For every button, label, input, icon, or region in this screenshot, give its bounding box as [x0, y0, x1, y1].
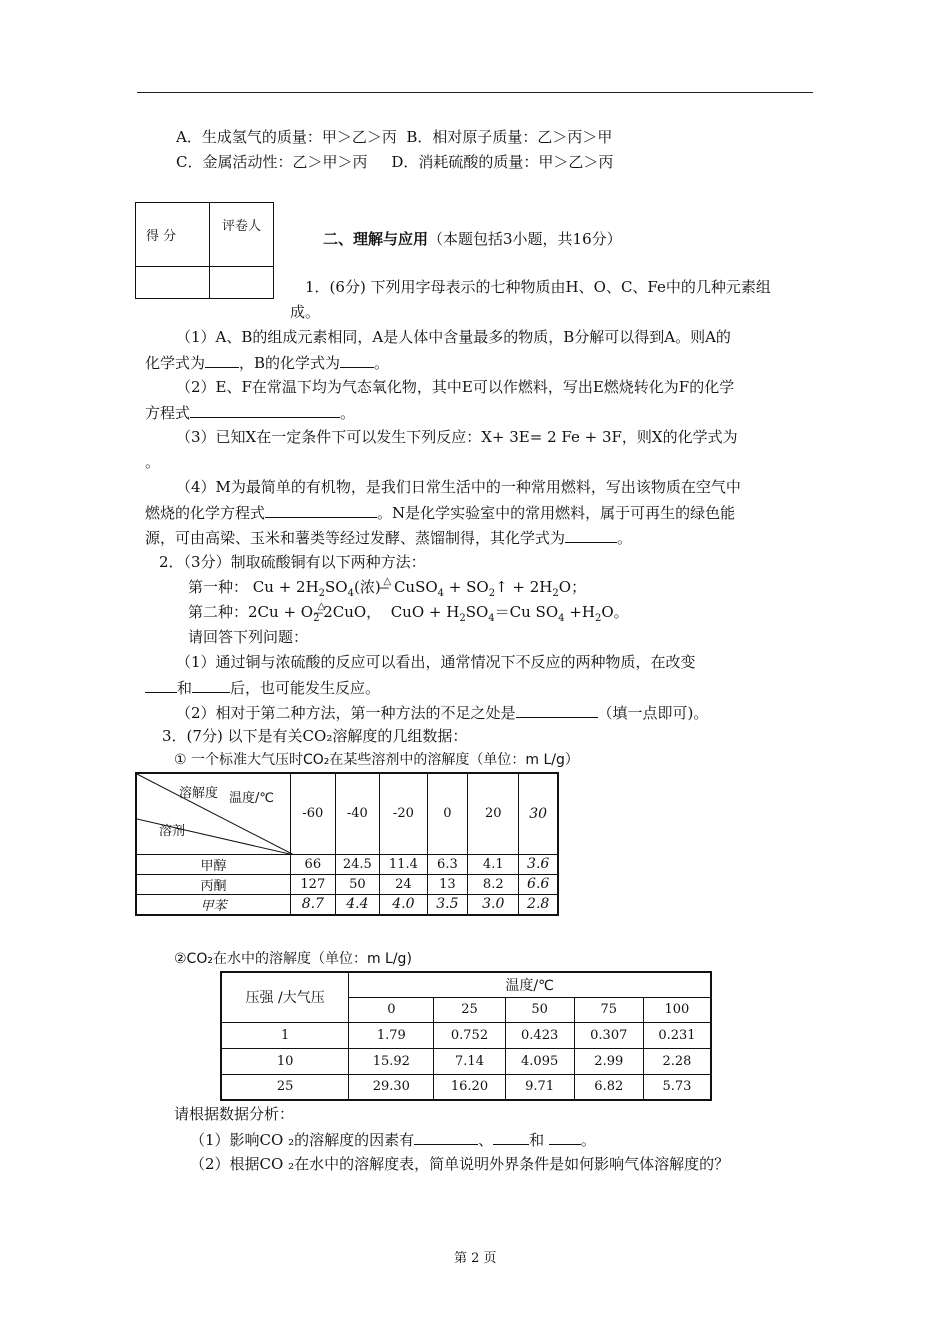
table-cell: 29.30	[349, 1074, 434, 1100]
grader-label: 评卷人	[210, 203, 274, 267]
q3-intro: 3．(7分) 以下是有关CO₂溶解度的几组数据：	[162, 727, 468, 745]
q1-part4-line2: 燃烧的化学方程式 。N是化学实验室中的常用燃料，属于可再生的绿色能	[145, 504, 736, 522]
option-c: C．金属活动性：乙＞甲＞丙	[176, 153, 368, 171]
table1-temp: -20	[380, 773, 428, 854]
pressure-value: 10	[221, 1048, 349, 1074]
table-cell: 3.0	[468, 894, 519, 915]
solvent-name: 丙酮	[136, 874, 291, 894]
answer-blank[interactable]	[565, 527, 617, 543]
q2-intro: 2．（3分）制取硫酸铜有以下两种方法：	[159, 553, 426, 571]
table-cell: 15.92	[349, 1048, 434, 1074]
table-cell: 2.8	[519, 894, 558, 915]
q1-part2-line1: （2）E、F在常温下均为气态氧化物，其中E可以作燃料，写出E燃烧转化为F的化学	[176, 378, 735, 396]
q1-part1-line1: （1）A、B的组成元素相同，A是人体中含量最多的物质，B分解可以得到A。则A的	[176, 328, 731, 346]
answer-blank[interactable]	[192, 677, 230, 693]
solvent-name: 甲苯	[136, 894, 291, 915]
corner-solubility: 溶解度	[179, 786, 219, 801]
q3-analysis-part2: （2）根据CO ₂在水中的溶解度表，简单说明外界条件是如何影响气体溶解度的？	[190, 1155, 730, 1173]
table2-temp: 25	[434, 997, 505, 1022]
score-cell[interactable]	[136, 267, 210, 299]
table1-solvent-solubility	[135, 772, 559, 916]
options-row-1	[176, 127, 612, 147]
pressure-value: 1	[221, 1022, 349, 1048]
q2-part1-line2: 和 后，也可能发生反应。	[145, 677, 380, 698]
table-cell: 13	[427, 874, 468, 894]
table-cell: 2.28	[643, 1048, 711, 1074]
table-cell: 24	[380, 874, 428, 894]
table2-temp: 75	[574, 997, 643, 1022]
table-cell: 8.7	[291, 894, 335, 915]
table-cell: 6.82	[574, 1074, 643, 1100]
table-cell: 5.73	[643, 1074, 711, 1100]
answer-blank[interactable]	[516, 702, 598, 718]
table-row	[221, 1022, 711, 1048]
section-note: （本题包括3小题，共16分）	[428, 230, 622, 248]
heat-triangle-icon: △	[317, 601, 326, 612]
option-b: B．相对原子质量：乙＞丙＞甲	[406, 128, 613, 146]
table-cell: 2.99	[574, 1048, 643, 1074]
table-cell: 3.6	[519, 854, 558, 874]
score-box	[135, 202, 274, 299]
answer-blank[interactable]	[190, 402, 340, 418]
table1-corner-cell	[136, 773, 291, 854]
table2-caption: ②CO₂在水中的溶解度（单位：m L/g)	[174, 951, 412, 967]
q1-part3-line1: （3）已知X在一定条件下可以发生下列反应：X+ 3E= 2 Fe + 3F，则X的化学式为	[176, 428, 738, 446]
table-cell: 8.2	[468, 874, 519, 894]
table-cell: 0.231	[643, 1022, 711, 1048]
table1-temp: 30	[519, 773, 558, 854]
q1-intro-cont: 成。	[290, 303, 321, 321]
table-cell: 127	[291, 874, 335, 894]
q1-intro: 1．(6分) 下列用字母表示的七种物质由H、O、C、Fe中的几种元素组	[305, 278, 771, 296]
table-cell: 24.5	[335, 854, 380, 874]
table-cell: 0.423	[505, 1022, 574, 1048]
heat-triangle-icon: △	[383, 576, 392, 587]
table2-water-solubility	[220, 971, 712, 1101]
table-row	[221, 1074, 711, 1100]
table2-row-header: 压强 /大气压	[221, 972, 349, 1022]
q2-prompt: 请回答下列问题：	[188, 628, 309, 646]
table1-temp: 0	[427, 773, 468, 854]
table2-col-header: 温度/℃	[349, 972, 711, 997]
table2-temp: 50	[505, 997, 574, 1022]
option-d: D．消耗硫酸的质量：甲＞乙＞丙	[391, 153, 614, 171]
q1-part4-line1: （4）M为最简单的有机物，是我们日常生活中的一种常用燃料，写出该物质在空气中	[176, 478, 741, 496]
answer-blank[interactable]	[145, 677, 177, 693]
q1-part1-line2: 化学式为 ，B的化学式为 。	[145, 354, 390, 372]
pressure-value: 25	[221, 1074, 349, 1100]
table-cell: 1.79	[349, 1022, 434, 1048]
q2-method-2: 第二种：$2Cu + O_2^\triangle̶2CuO$， CuO + $H_2SO_4=Cu$ $SO_4 +H_2O$。	[188, 601, 629, 624]
table-cell: 66	[291, 854, 335, 874]
table2-temp: 0	[349, 997, 434, 1022]
q2-part1-line1: （1）通过铜与浓硫酸的反应可以看出，通常情况下不反应的两种物质，在改变	[176, 653, 696, 671]
header-rule	[137, 92, 813, 93]
table1-temp: -60	[291, 773, 335, 854]
table1-temp: 20	[468, 773, 519, 854]
table-cell: 4.4	[335, 894, 380, 915]
q2-method-1: 第一种： $Cu + 2H_2SO_4$(浓) △̶̶ CuSO$_4$ + $SO_2↑ + 2H_2O$；	[188, 576, 587, 599]
table1-caption: ① 一个标准大气压时CO₂在某些溶剂中的溶解度（单位：m L/g）	[174, 752, 579, 768]
solvent-name: 甲醇	[136, 854, 291, 874]
table1-temp: -40	[335, 773, 380, 854]
table-cell: 4.1	[468, 854, 519, 874]
table-row	[136, 854, 558, 874]
table2-temp: 100	[643, 997, 711, 1022]
table-row	[136, 874, 558, 894]
options-row-2	[176, 152, 613, 172]
score-label: 得 分	[136, 203, 210, 267]
section-heading	[323, 228, 622, 249]
table-cell: 3.5	[427, 894, 468, 915]
answer-blank[interactable]	[414, 1129, 478, 1145]
table-cell: 50	[335, 874, 380, 894]
answer-blank[interactable]	[205, 352, 239, 368]
corner-temperature: 温度/℃	[229, 791, 274, 806]
table-cell: 0.752	[434, 1022, 505, 1048]
table-cell: 7.14	[434, 1048, 505, 1074]
table-cell: 4.0	[380, 894, 428, 915]
q1-part2-line2: 方程式 。	[145, 404, 356, 422]
corner-solvent: 溶剂	[159, 824, 186, 839]
answer-blank[interactable]	[493, 1129, 529, 1145]
table-row	[136, 894, 558, 915]
q2-part2: （2）相对于第二种方法，第一种方法的不足之处是 （填一点即可)。	[176, 704, 709, 722]
table-cell: 6.3	[427, 854, 468, 874]
answer-blank[interactable]	[340, 352, 374, 368]
q3-analysis-part1: （1）影响CO ₂的溶解度的因素有 、 和 。	[190, 1131, 596, 1149]
table-cell: 6.6	[519, 874, 558, 894]
table-cell: 9.71	[505, 1074, 574, 1100]
table-cell: 0.307	[574, 1022, 643, 1048]
table-cell: 16.20	[434, 1074, 505, 1100]
answer-blank[interactable]	[549, 1129, 581, 1145]
q3-analysis-prompt: 请根据数据分析：	[174, 1105, 295, 1123]
option-a: A．生成氢气的质量：甲＞乙＞丙	[176, 128, 397, 146]
page-number: 第 2 页	[454, 1251, 497, 1266]
q1-part3-line2: 。	[145, 453, 161, 471]
table-cell: 11.4	[380, 854, 428, 874]
grader-cell[interactable]	[210, 267, 274, 299]
section-title: 二、理解与应用	[323, 230, 429, 248]
answer-blank[interactable]	[265, 502, 377, 518]
q1-part4-line3: 源，可由高梁、玉米和薯类等经过发酵、蒸馏制得，其化学式为 。	[145, 529, 633, 547]
table-row	[221, 1048, 711, 1074]
table-cell: 4.095	[505, 1048, 574, 1074]
